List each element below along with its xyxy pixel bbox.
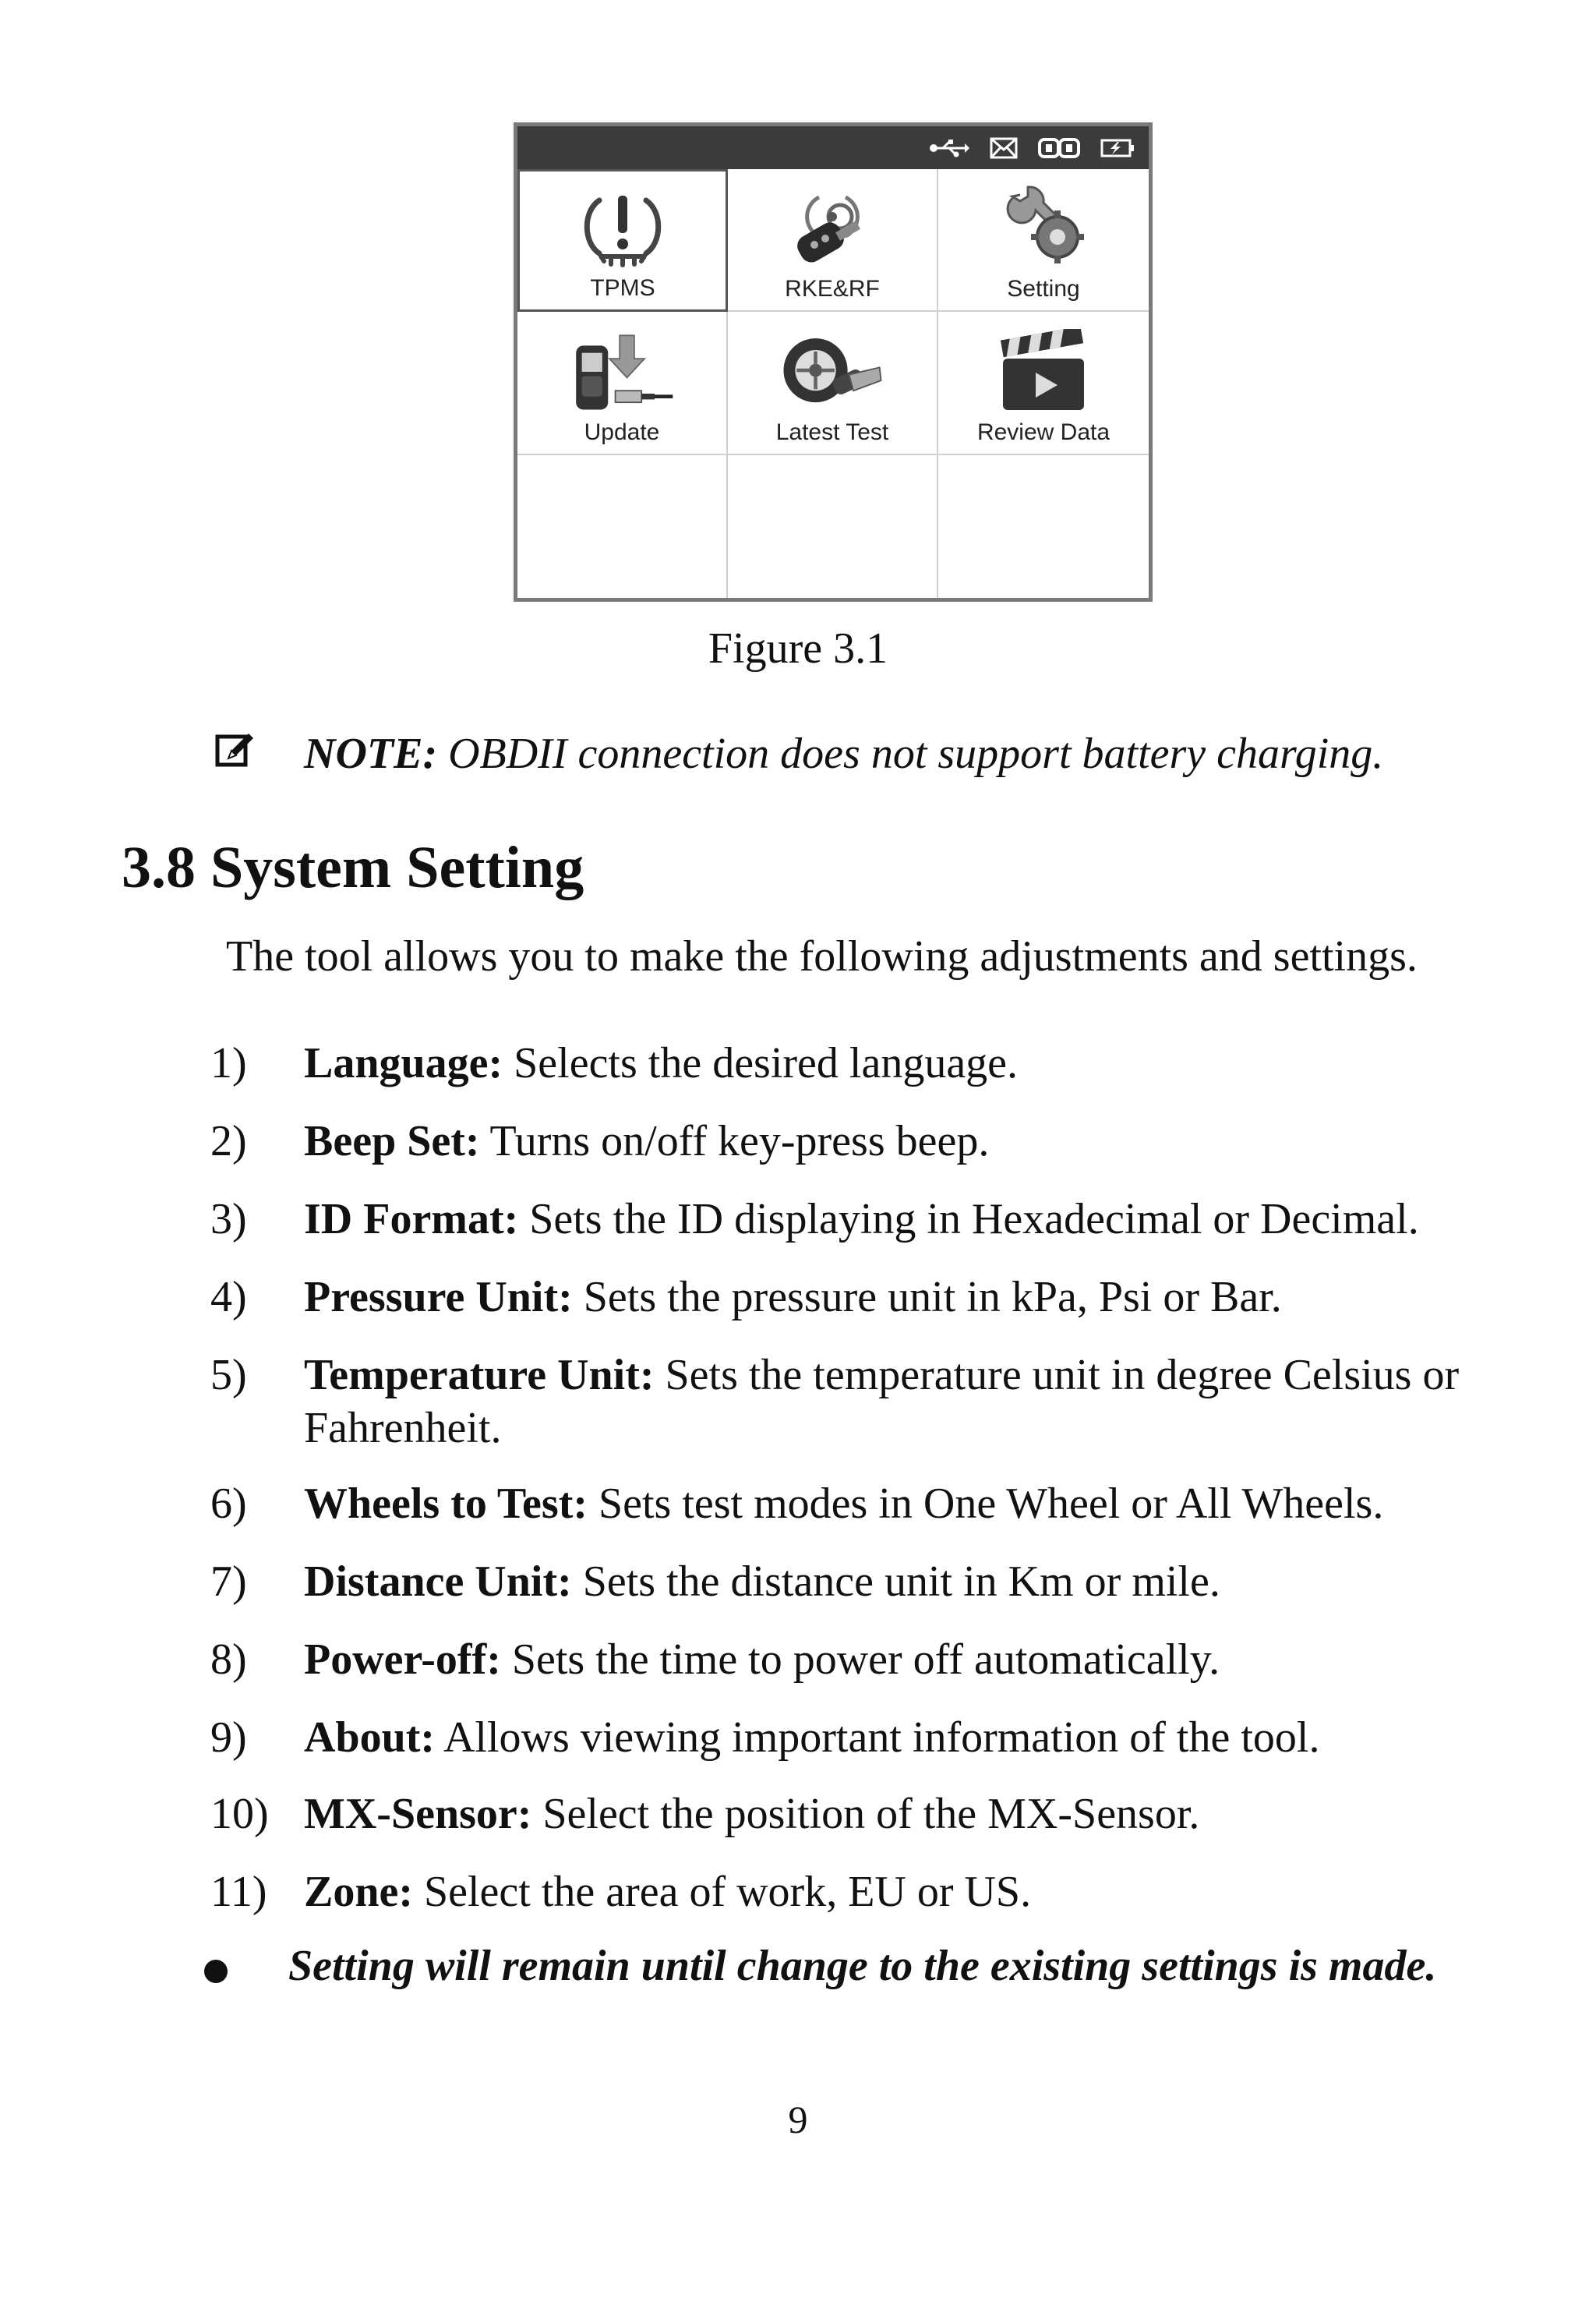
item-term: Distance Unit: <box>304 1557 572 1606</box>
item-desc: Sets the distance unit in Km or mile. <box>571 1557 1220 1606</box>
tile-label: Review Data <box>976 419 1110 445</box>
tire-sensor-icon <box>778 326 887 418</box>
tile-label: TPMS <box>590 275 655 302</box>
tile-empty <box>517 455 728 598</box>
item-desc: Sets the ID displaying in Hexadecimal or Decimal. <box>518 1195 1419 1243</box>
item-desc: Select the area of work, EU or US. <box>413 1868 1032 1916</box>
item-number: 6) <box>210 1480 247 1528</box>
item-term: MX-Sensor: <box>304 1790 532 1838</box>
battery-charging-icon <box>1100 138 1135 158</box>
tile-label: RKE&RF <box>785 276 880 302</box>
section-intro: The tool allows you to make the following adjustments and settings. <box>226 932 1418 981</box>
status-bar <box>517 126 1149 169</box>
item-term: Beep Set: <box>304 1117 480 1165</box>
wrench-gear-icon <box>989 182 1098 274</box>
item-number: 3) <box>210 1195 247 1243</box>
tile-empty <box>728 455 938 598</box>
pencil-note-icon <box>214 729 255 773</box>
mail-icon <box>990 137 1018 159</box>
item-desc: Sets the pressure unit in kPa, Psi or Bar. <box>572 1273 1282 1321</box>
item-term: About: <box>304 1713 436 1762</box>
item-term: Temperature Unit: <box>304 1351 655 1399</box>
tile-setting[interactable] <box>938 169 1149 312</box>
tire-pressure-warning-icon <box>568 182 677 274</box>
tile-tpms[interactable] <box>517 169 728 312</box>
tile-label: Setting <box>1007 276 1080 302</box>
link-icon <box>1038 137 1080 159</box>
item-desc: Sets test modes in One Wheel or All Wheels. <box>588 1480 1384 1528</box>
item-term: Pressure Unit: <box>304 1273 573 1321</box>
item-number: 8) <box>210 1635 247 1684</box>
device-screenshot <box>514 122 1153 602</box>
item-desc: Turns on/off key-press beep. <box>479 1117 990 1165</box>
item-number: 9) <box>210 1713 247 1762</box>
item-term: Power-off: <box>304 1635 501 1684</box>
tile-rke-rf[interactable] <box>728 169 938 312</box>
tile-empty <box>938 455 1149 598</box>
note-text <box>304 729 1383 779</box>
tile-review-data[interactable] <box>938 312 1149 454</box>
menu-grid <box>517 169 1149 598</box>
bullet-note <box>199 1941 1437 1991</box>
item-number: 11) <box>210 1868 267 1916</box>
item-term: Wheels to Test: <box>304 1480 588 1528</box>
item-number: 10) <box>210 1790 269 1838</box>
item-desc: Sets the time to power off automatically. <box>500 1635 1220 1684</box>
item-number: 2) <box>210 1117 247 1165</box>
item-term: Zone: <box>304 1868 413 1916</box>
note-label: NOTE: <box>304 730 438 778</box>
item-number: 1) <box>210 1039 247 1087</box>
clapperboard-play-icon <box>989 326 1098 418</box>
item-desc: Selects the desired language. <box>503 1039 1019 1087</box>
item-term: Language: <box>304 1039 503 1087</box>
item-desc: Select the position of the MX-Sensor. <box>531 1790 1200 1838</box>
tile-label: Latest Test <box>775 419 889 445</box>
page-number: 9 <box>788 2098 808 2141</box>
section-heading: 3.8 System Setting <box>122 835 584 900</box>
tile-update[interactable] <box>517 312 728 454</box>
item-desc: Sets the temperature unit in degree Celsius or Fahrenheit. <box>304 1351 1460 1452</box>
item-term: ID Format: <box>304 1195 519 1243</box>
bullet-text: Setting will remain until change to the existing settings is made. <box>288 1942 1437 1990</box>
note-body: OBDII connection does not support battery charging. <box>437 730 1384 778</box>
item-desc: Allows viewing important information of the tool. <box>435 1713 1320 1762</box>
item-number: 4) <box>210 1273 247 1321</box>
tile-latest-test[interactable] <box>728 312 938 454</box>
usb-icon <box>929 138 969 158</box>
note-block <box>214 729 255 773</box>
item-number: 7) <box>210 1557 247 1606</box>
item-number: 5) <box>210 1351 247 1399</box>
key-fob-signal-icon <box>778 182 887 274</box>
device-download-icon <box>567 326 676 418</box>
tile-label: Update <box>584 419 660 445</box>
figure-caption: Figure 3.1 <box>708 624 888 673</box>
